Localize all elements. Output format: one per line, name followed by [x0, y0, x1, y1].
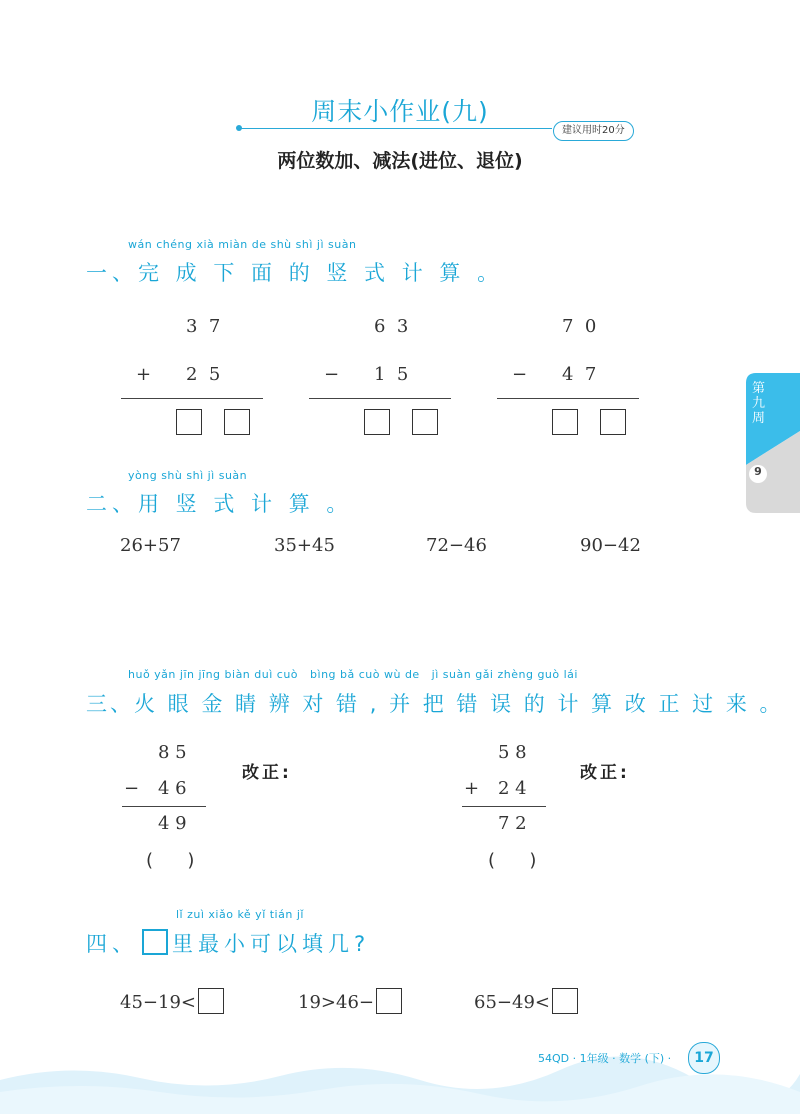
answer-box[interactable]: [412, 409, 438, 435]
section4-heading-prefix: 四、: [86, 932, 138, 956]
section2-heading: 二、用 竖 式 计 算 。: [86, 492, 353, 516]
problem-line: [462, 806, 546, 807]
answer-box[interactable]: [600, 409, 626, 435]
section2-pinyin: yòng shù shì jì suàn: [128, 469, 248, 482]
week-side-tab: [746, 373, 800, 513]
fix-label: 改正:: [242, 763, 292, 783]
calc-expression: 72−46: [426, 535, 487, 556]
section4-heading-suffix: 里最小可以填几?: [172, 932, 371, 956]
problem-top-number: 8 5: [158, 742, 187, 763]
footer-text: 54QD · 1年级 · 数学 (下) ·: [538, 1052, 672, 1065]
judge-paren[interactable]: ( ): [146, 850, 195, 871]
page-subtitle: 两位数加、减法(进位、退位): [277, 150, 523, 172]
side-tab-label: 第九周: [752, 381, 766, 426]
section1-heading: 一、完 成 下 面 的 竖 式 计 算 。: [86, 261, 504, 285]
problem-line: [309, 398, 451, 399]
section3-pinyin: huǒ yǎn jīn jīng biàn duì cuò bìng bǎ cuò wù de jì suàn gǎi zhèng guò lái: [128, 668, 578, 681]
problem-result: 7 2: [498, 813, 527, 834]
compare-expression: 19>46−: [298, 992, 374, 1013]
problem-bottom-number: 1 5: [374, 364, 409, 385]
week-number: 9: [754, 465, 762, 478]
section3-heading: 三、火 眼 金 睛 辨 对 错 , 并 把 错 误 的 计 算 改 正 过 来 。: [86, 692, 784, 716]
judge-paren[interactable]: ( ): [488, 850, 537, 871]
calc-expression: 35+45: [274, 535, 335, 556]
problem-result: 4 9: [158, 813, 187, 834]
problem-operator: +: [136, 364, 152, 385]
problem-operator: +: [464, 778, 480, 799]
problem-line: [497, 398, 639, 399]
time-badge: 建议用时20分: [553, 121, 634, 141]
fill-box[interactable]: [552, 988, 578, 1014]
calc-expression: 26+57: [120, 535, 181, 556]
section1-pinyin: wán chéng xià miàn de shù shì jì suàn: [128, 238, 357, 251]
compare-item: [474, 988, 578, 1014]
answer-box[interactable]: [364, 409, 390, 435]
fill-box[interactable]: [198, 988, 224, 1014]
answer-box[interactable]: [176, 409, 202, 435]
calc-expression: 90−42: [580, 535, 641, 556]
footer-wave: [0, 1040, 800, 1114]
problem-top-number: 7 0: [562, 316, 597, 337]
problem-bottom-number: 4 6: [158, 778, 187, 799]
section4-pinyin: lǐ zuì xiǎo kě yǐ tián jǐ: [176, 908, 304, 921]
problem-bottom-number: 2 4: [498, 778, 527, 799]
compare-item: [298, 988, 402, 1014]
section4-heading: [86, 928, 370, 958]
problem-top-number: 3 7: [186, 316, 221, 337]
problem-operator: −: [324, 364, 340, 385]
problem-top-number: 5 8: [498, 742, 527, 763]
answer-box[interactable]: [224, 409, 250, 435]
fix-label: 改正:: [580, 763, 630, 783]
compare-expression: 45−19<: [120, 992, 196, 1013]
title-divider: [240, 128, 552, 129]
problem-operator: −: [512, 364, 528, 385]
problem-line: [122, 806, 206, 807]
page-title: 周末小作业(九): [311, 97, 489, 126]
problem-bottom-number: 2 5: [186, 364, 221, 385]
compare-expression: 65−49<: [474, 992, 550, 1013]
problem-operator: −: [124, 778, 140, 799]
blank-box-icon: [142, 929, 168, 955]
problem-top-number: 6 3: [374, 316, 409, 337]
problem-bottom-number: 4 7: [562, 364, 597, 385]
problem-line: [121, 398, 263, 399]
fill-box[interactable]: [376, 988, 402, 1014]
compare-item: [120, 988, 224, 1014]
page-number: 17: [688, 1042, 720, 1074]
answer-box[interactable]: [552, 409, 578, 435]
